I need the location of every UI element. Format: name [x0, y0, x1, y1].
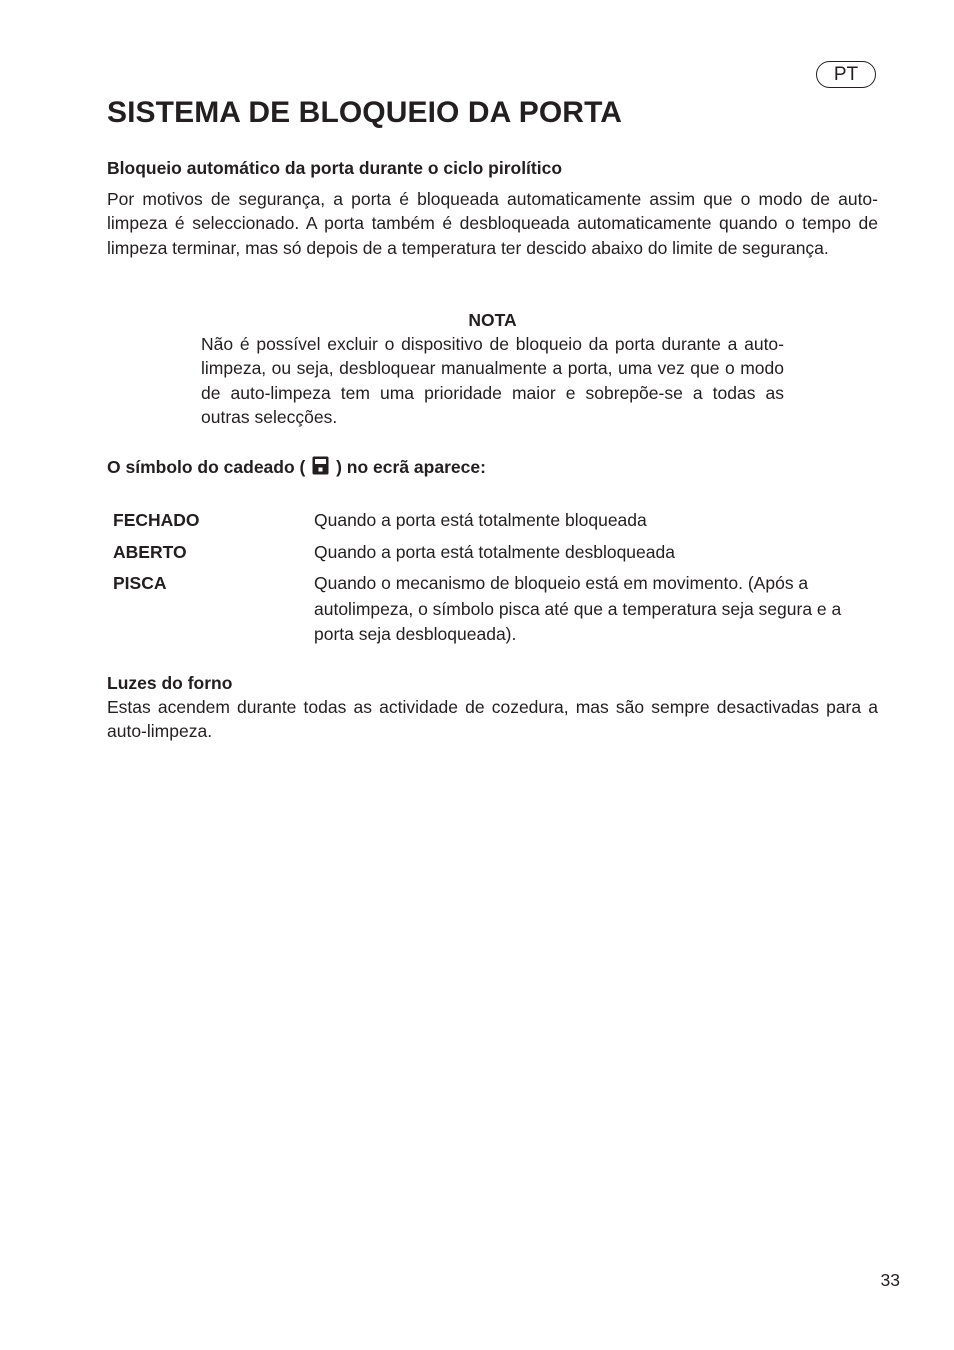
auto-lock-heading: Bloqueio automático da porta durante o ciclo pirolítico [107, 158, 563, 178]
lock-symbol-heading [107, 455, 486, 479]
status-row-open [107, 540, 878, 566]
oven-lights-heading: Luzes do forno [107, 673, 233, 693]
lock-symbol-heading-start: O símbolo do cadeado ( [107, 457, 306, 477]
note-text: Não é possível excluir o dispositivo de bloqueio da porta durante a auto-limpeza, ou seja, desbloquear manualmente a porta, uma vez que o modo de auto-limpeza tem uma prioridade maior e sobrepõe-se a todas as outras selecções. [201, 334, 784, 427]
status-key: PISCA [113, 573, 167, 593]
status-row-blinking [107, 571, 878, 648]
padlock-icon [312, 456, 329, 475]
status-key: FECHADO [113, 510, 200, 530]
status-key: ABERTO [113, 541, 187, 562]
language-badge: PT [816, 61, 876, 88]
note-box [201, 308, 784, 429]
lock-status-table [107, 508, 878, 654]
status-description: Quando o mecanismo de bloqueio está em movimento. (Após a autolimpeza, o símbolo pisca até que a temperatura seja segura e a porta seja desbloqueada). [314, 573, 842, 644]
lock-symbol-heading-end: ) no ecrã aparece: [336, 457, 486, 477]
note-title: NOTA [468, 310, 517, 330]
status-description: Quando a porta está totalmente desbloqueada [314, 541, 675, 562]
page-title: SISTEMA DE BLOQUEIO DA PORTA [107, 96, 623, 129]
auto-lock-paragraph: Por motivos de segurança, a porta é bloqueada automaticamente assim que o modo de auto-limpeza é seleccionado. A porta também é desbloqueada automaticamente quando o tempo de limpeza terminar, mas só depois de a temperatura ter descido abaixo do limite de segurança. [107, 189, 878, 258]
page-number: 33 [880, 1270, 900, 1290]
status-description: Quando a porta está totalmente bloqueada [314, 510, 647, 530]
oven-lights-paragraph: Estas acendem durante todas as actividade de cozedura, mas são sempre desactivadas para a auto-limpeza. [107, 697, 878, 742]
status-row-closed [107, 508, 878, 534]
